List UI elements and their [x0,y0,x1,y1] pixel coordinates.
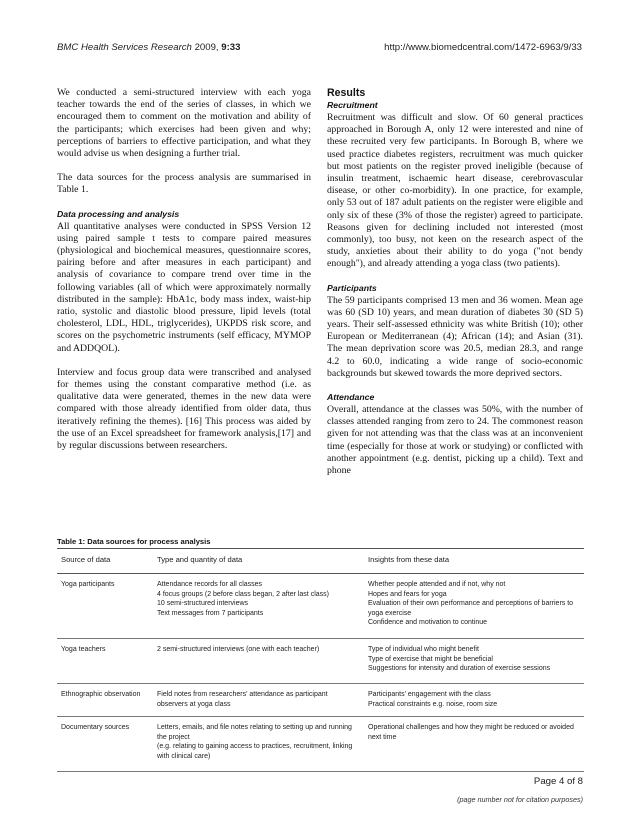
table-cell-source: Documentary sources [57,717,153,772]
table-row [57,684,584,717]
table-cell-source: Yoga participants [57,574,153,639]
journal-year: 2009, [194,42,222,53]
journal-citation [57,42,240,53]
journal-issue: 9:33 [221,42,241,53]
paragraph-attendance: Overall, attendance at the classes was 50%, with the number of classes attended ranging from zero to 24. The commonest reason given for not attending was that the class was at an inconvenient time (especially for those at work or studying) or conflicted with another appointment (e.g. dentist, picking up a child). Text and phone [327,404,583,477]
table-cell-type [153,574,364,639]
cell-line: Participants' engagement with the class [368,691,491,698]
table-header-cell: Source of data [57,549,153,574]
cell-line: Confidence and motivation to continue [368,619,488,627]
cell-line: Evaluation of their own performance and perceptions of barriers to yoga exercise [368,600,574,617]
table-caption: Table 1: Data sources for process analysis [57,537,211,546]
table-header-row [57,549,584,574]
subheading-recruitment: Recruitment [327,100,378,110]
cell-line: Field notes from researchers' attendance as participant observers at yoga class [157,691,328,708]
subheading-participants: Participants [327,282,377,293]
cell-line: Suggestions for intensity and duration of exercise sessions [368,665,551,673]
cell-line: 2 semi-structured interviews (one with each teacher) [157,646,320,653]
paragraph-qualitative: Interview and focus group data were transcribed and analysed for themes using the constant comparative method (i.e. as qualitative data were generated, themes in the new data were compared with those already identified from older data, thus iteratively refining the themes). [16] This process was aided by the use of an Excel spreadsheet for framework analysis,[17] and by regular discussions between researchers. [57,366,311,452]
table-header-cell: Insights from these data [364,549,584,574]
cell-line: Text messages from 7 participants [157,609,264,617]
journal-name: BMC Health Services Research [57,42,192,53]
paragraph-participants: The 59 participants comprised 13 men and 36 women. Mean age was 60 (SD 10) years, and mean duration of diabetes 30 (SD 5) years. Their self-assessed ethnicity was white British (10); other European or Mediterranean (4); African (14); and Asian (31). The mean deprivation score was 20.5, median 28.3, and range 4.2 to 60.0, indicating a wide range of socio-economic backgrounds but skewed towards the more deprived sectors. [327,294,583,379]
running-header [57,42,582,56]
cell-line: Type of exercise that might be beneficial [368,655,493,663]
data-sources-table [57,548,584,772]
table-cell-source: Yoga teachers [57,639,153,684]
paragraph-data-sources: The data sources for the process analysis are summarised in Table 1. [57,172,311,196]
table-cell-type [153,717,364,772]
cell-line: Hopes and fears for yoga [368,590,447,598]
page-number: Page 4 of 8 [533,776,583,787]
cell-line: 10 semi-structured interviews [157,600,249,608]
subheading-attendance: Attendance [327,392,375,403]
table-row [57,639,584,684]
table-header-cell: Type and quantity of data [153,549,364,574]
table-row [57,717,584,772]
paragraph-interviews: We conducted a semi-structured interview with each yoga teacher towards the end of the series of classes, in which we encouraged them to comment on the motivation and ability of the participants; which exercises had been given and why; perceptions of barriers to effective participation, and what they would advise us when designing a further trial. [57,87,311,160]
journal-url[interactable]: http://www.biomedcentral.com/1472-6963/9/33 [384,42,582,53]
cell-line: Practical constraints e.g. noise, room size [368,700,498,708]
table-cell-insights [364,684,584,717]
table-cell-insights [364,574,584,639]
table-cell-type [153,684,364,717]
cell-line: (e.g. relating to gaining access to practices, recruitment, linking with clinical care) [157,743,353,760]
table-cell-source: Ethnographic observation [57,684,153,717]
cell-line: Whether people attended and if not, why not [368,581,506,588]
paragraph-quantitative: All quantitative analyses were conducted in SPSS Version 12 using paired sample t tests to compare paired measures (physiological and biochemical measures, questionnaire scores, pairing before and after measures in each participant) and analysis of covariance to compare trend over time in the following variables (all of which were approximately normally distributed in the sample): HbA1c, body mass index, waist-hip ratio, systolic and diastolic blood pressure, lipid levels (total cholesterol, LDL, HDL, triglycerides), UKPDS risk score, and scores on the psychometric instruments (self efficacy, MYMOP and ADDQOL). [57,220,311,354]
table-cell-insights [364,717,584,772]
page-number-note: (page number not for citation purposes) [457,795,583,804]
cell-line: Attendance records for all classes [157,581,263,588]
table-row [57,574,584,639]
left-column [57,87,311,464]
subheading-data-processing: Data processing and analysis [57,208,180,219]
paragraph-recruitment: Recruitment was difficult and slow. Of 60 general practices approached in Borough A, only 12 were interested and nine of these recruited very few participants. In Borough B, where we used practice diabetes registers, recruitment was much quicker but most patients on the register proved ineligible (because of insulin treatment, ischaemic heart disease, cerebrovascular disease, or other co-morbidity). In one practice, for example, only 53 out of 187 adult patients on the register were eligible and only six of these (3% of those the register) agreed to participate. Reasons given for declining included not interested (most commonly), too busy, not keen on the research aspect of the study, anxieties about their ability to do yoga ("not bendy enough"), and already attending a yoga class (two patients). [327,112,583,270]
section-heading-results: Results [327,87,366,99]
cell-line: Operational challenges and how they might be reduced or avoided next time [368,724,574,741]
right-column [327,87,583,489]
cell-line: Type of individual who might benefit [368,646,479,653]
cell-line: 4 focus groups (2 before class began, 2 after last class) [157,590,329,598]
table-cell-insights [364,639,584,684]
cell-line: Letters, emails, and file notes relating to setting up and running the project [157,724,352,741]
table-cell-type [153,639,364,684]
